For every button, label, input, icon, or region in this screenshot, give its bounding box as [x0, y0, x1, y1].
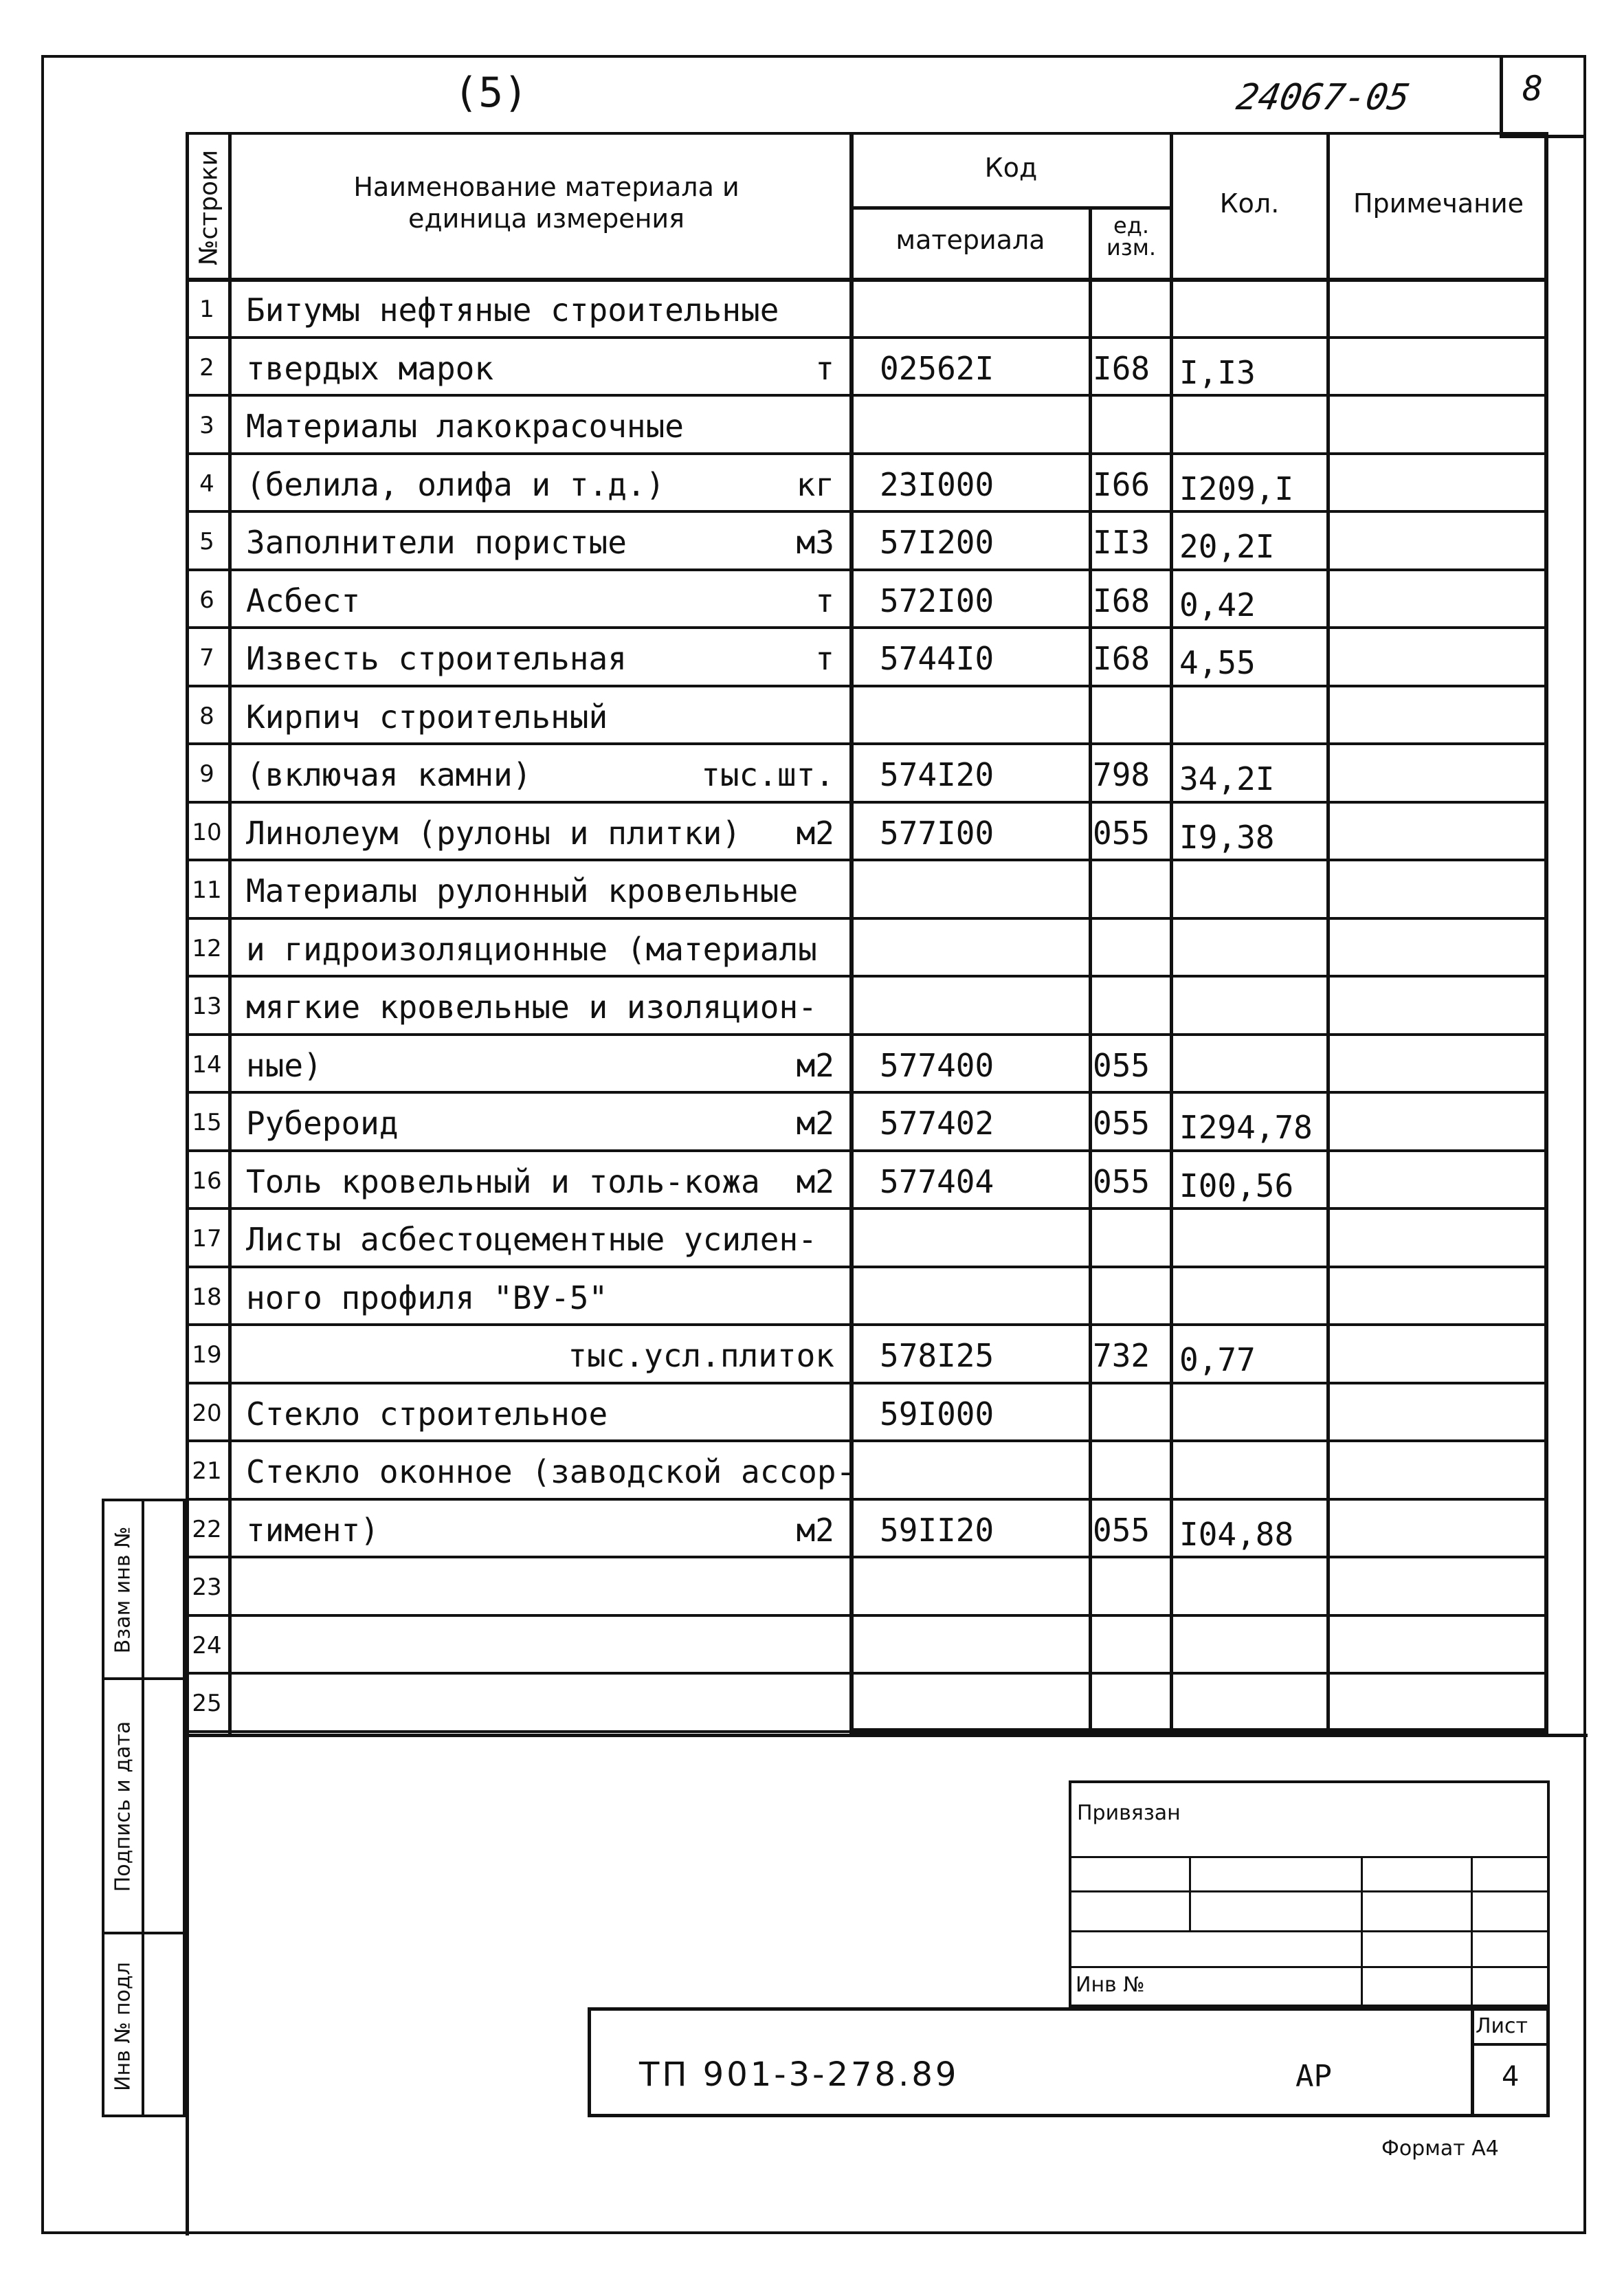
row-number: 22	[192, 1515, 222, 1543]
table-bottom	[849, 1728, 1548, 1734]
format-label: Формат А4	[1381, 2137, 1499, 2161]
page-number: 8	[1522, 69, 1544, 109]
row-number: 9	[199, 760, 214, 788]
row-unit-code: 798	[1093, 756, 1150, 793]
table-row	[186, 339, 1548, 397]
row-name: Стекло оконное (заводской ассор-	[246, 1453, 856, 1490]
row-code: 577I00	[880, 814, 994, 852]
row-number: 20	[192, 1399, 222, 1427]
row-unit: кг	[796, 465, 834, 503]
table-row	[186, 1210, 1548, 1268]
table-footer-line	[186, 1734, 1588, 1737]
row-name: Толь кровельный и толь-кожа	[246, 1162, 760, 1200]
row-number: 25	[192, 1690, 222, 1717]
table-row	[186, 629, 1548, 687]
row-unit-code: I68	[1093, 349, 1150, 387]
sheet-value: 4	[1502, 2061, 1520, 2093]
privyazan-label: Привязан	[1077, 1801, 1181, 1825]
row-qty: I294,78	[1179, 1109, 1313, 1146]
table-row	[186, 978, 1548, 1036]
table-row	[186, 1036, 1548, 1094]
table-row	[186, 1094, 1548, 1152]
row-name: Рубероид	[246, 1105, 399, 1142]
row-name: тимент)	[246, 1511, 379, 1549]
row-name: Материалы рулонный кровельные	[246, 872, 799, 909]
row-code: 59I000	[880, 1395, 994, 1433]
row-name: Материалы лакокрасочные	[246, 408, 684, 445]
row-number: 15	[192, 1109, 222, 1136]
row-unit: м2	[796, 814, 834, 852]
section-mark: (5)	[454, 69, 529, 117]
inv-no-label: Инв №	[1076, 1973, 1145, 1997]
header-code-material: материала	[896, 225, 1045, 255]
row-name: (включая камни)	[246, 756, 532, 793]
table-row	[186, 804, 1548, 862]
table-row	[186, 1268, 1548, 1327]
table-row	[186, 861, 1548, 920]
row-qty: I209,I	[1179, 470, 1294, 507]
row-number: 17	[192, 1225, 222, 1252]
row-qty: I,I3	[1179, 353, 1256, 391]
row-unit-code: II3	[1093, 524, 1150, 561]
row-unit: тыс.усл.плиток	[568, 1337, 834, 1374]
table-row	[186, 455, 1548, 514]
row-unit-code: I66	[1093, 465, 1150, 503]
row-number: 21	[192, 1457, 222, 1485]
table-row	[186, 1558, 1548, 1617]
header-name: Наименование материала и единица измерения	[353, 172, 739, 234]
title-block	[588, 1780, 1550, 2117]
materials-table	[186, 132, 1548, 1734]
row-unit-code: I68	[1093, 582, 1150, 619]
row-unit: м2	[796, 1162, 834, 1200]
row-unit: м3	[796, 524, 834, 561]
row-qty: 4,55	[1179, 644, 1256, 681]
row-name: Известь строительная	[246, 640, 627, 677]
table-row	[186, 1675, 1548, 1733]
row-number: 19	[192, 1341, 222, 1369]
table-row	[186, 397, 1548, 455]
page-number-divider	[1500, 55, 1503, 137]
side-stamp	[102, 1499, 186, 2117]
row-unit: м2	[796, 1046, 834, 1084]
row-code: 572I00	[880, 582, 994, 619]
stage-label: АР	[1295, 2059, 1332, 2094]
row-name: твердых марок	[246, 349, 494, 387]
row-number: 14	[192, 1050, 222, 1079]
row-name: Кирпич строительный	[246, 698, 608, 736]
row-unit: т	[815, 349, 834, 387]
stamp-podpis-data: Подпись и дата	[111, 1721, 135, 1892]
row-unit-code: 055	[1093, 1046, 1150, 1084]
row-code: 574I20	[880, 756, 994, 793]
row-name: Заполнители пористые	[246, 524, 627, 561]
row-qty: 0,77	[1179, 1341, 1256, 1378]
table-row	[186, 571, 1548, 630]
row-number: 8	[199, 702, 214, 730]
table-row	[186, 513, 1548, 571]
row-qty: I04,88	[1179, 1515, 1294, 1553]
row-code: 578I25	[880, 1337, 994, 1374]
row-number: 10	[192, 818, 222, 846]
row-unit-code: I68	[1093, 640, 1150, 677]
row-code: 23I000	[880, 465, 994, 503]
row-number: 2	[199, 353, 214, 382]
header-note: Примечание	[1353, 188, 1524, 219]
row-code: 577404	[880, 1162, 994, 1200]
row-code: 577400	[880, 1046, 994, 1084]
row-unit-code: 732	[1093, 1337, 1150, 1374]
header-row-no: №строки	[194, 149, 223, 266]
row-name: Линолеум (рулоны и плитки)	[246, 814, 742, 852]
row-code: 02562I	[880, 349, 994, 387]
row-code: 5744I0	[880, 640, 994, 677]
row-number: 4	[199, 470, 214, 498]
row-number: 7	[199, 644, 214, 672]
table-row	[186, 280, 1548, 339]
table-row	[186, 745, 1548, 804]
row-number: 23	[192, 1574, 222, 1601]
row-unit-code: 055	[1093, 814, 1150, 852]
row-name: Битумы нефтяные строительные	[246, 291, 779, 329]
sheet-label: Лист	[1476, 2014, 1528, 2038]
row-unit: тыс.шт.	[701, 756, 834, 793]
row-qty: 34,2I	[1179, 760, 1275, 797]
row-unit-code: 055	[1093, 1105, 1150, 1142]
row-number: 3	[199, 412, 214, 439]
row-name: Асбест	[246, 582, 361, 619]
row-unit: т	[815, 640, 834, 677]
stamp-inv-podl: Инв № подл	[111, 1962, 135, 2091]
row-number: 1	[199, 296, 214, 323]
row-unit: м2	[796, 1105, 834, 1142]
row-qty: 20,2I	[1179, 528, 1275, 565]
row-unit-code: 055	[1093, 1162, 1150, 1200]
row-qty: 0,42	[1179, 586, 1256, 623]
row-number: 16	[192, 1167, 222, 1195]
row-unit: т	[815, 582, 834, 619]
table-row	[186, 920, 1548, 978]
row-code: 59II20	[880, 1511, 994, 1549]
row-qty: I9,38	[1179, 818, 1275, 856]
row-number: 5	[199, 528, 214, 555]
row-unit-code: 055	[1093, 1511, 1150, 1549]
row-name: (белила, олифа и т.д.)	[246, 465, 665, 503]
header-code: Код	[984, 153, 1038, 183]
row-name: ного профиля "ВУ-5"	[246, 1279, 608, 1316]
row-name: Стекло строительное	[246, 1395, 608, 1433]
table-row	[186, 687, 1548, 746]
table-row	[186, 1384, 1548, 1443]
doc-designation: ТП 901-3-278.89	[639, 2055, 959, 2094]
row-number: 11	[192, 876, 222, 904]
code-sub-divider	[849, 206, 1172, 210]
left-strip-line	[186, 132, 189, 2236]
table-row	[186, 1501, 1548, 1559]
row-number: 24	[192, 1631, 222, 1659]
stamp-vzam-inv: Взам инв №	[111, 1526, 135, 1654]
table-row	[186, 1152, 1548, 1211]
table-row	[186, 1442, 1548, 1501]
row-code: 577402	[880, 1105, 994, 1142]
row-name: Листы асбестоцементные усилен-	[246, 1221, 817, 1258]
row-unit: м2	[796, 1511, 834, 1549]
row-number: 18	[192, 1283, 222, 1311]
row-name: ные)	[246, 1046, 322, 1084]
row-number: 13	[192, 993, 222, 1020]
row-number: 6	[199, 586, 214, 614]
row-qty: I00,56	[1179, 1167, 1294, 1204]
doc-code: 24067-05	[1233, 77, 1413, 118]
table-row	[186, 1326, 1548, 1384]
row-number: 12	[192, 934, 222, 962]
header-qty: Кол.	[1219, 188, 1280, 219]
row-code: 57I200	[880, 524, 994, 561]
table-row	[186, 1617, 1548, 1675]
header-code-unit: ед. изм.	[1106, 212, 1157, 261]
row-name: мягкие кровельные и изоляцион-	[246, 989, 817, 1026]
row-name: и гидроизоляционные (материалы	[246, 930, 817, 968]
